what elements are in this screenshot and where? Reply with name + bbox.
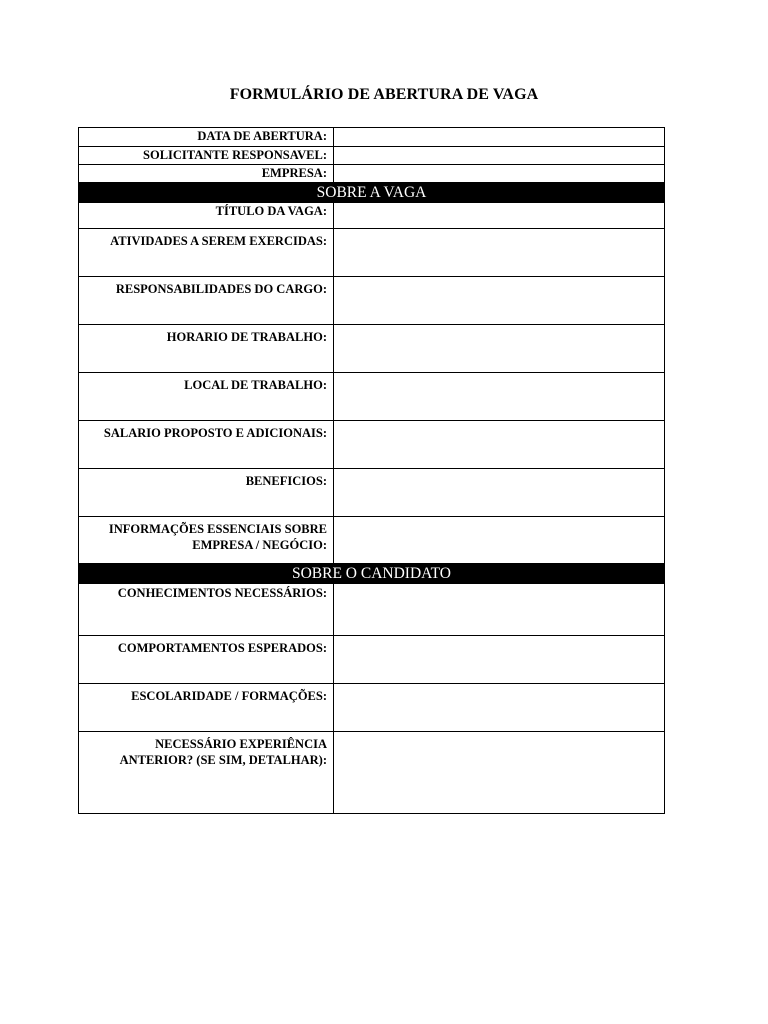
- field-label: ESCOLARIDADE / FORMAÇÕES:: [79, 684, 334, 731]
- form-row-empresa: [79, 164, 664, 182]
- field-label-line: EMPRESA / NEGÓCIO:: [192, 538, 327, 552]
- form-title: FORMULÁRIO DE ABERTURA DE VAGA: [229, 86, 539, 103]
- solicitante-field[interactable]: [334, 147, 664, 164]
- job-opening-form: [78, 127, 665, 814]
- form-row-atividades: [79, 228, 664, 276]
- form-row-local: [79, 372, 664, 420]
- field-label: [79, 517, 334, 563]
- field-label: EMPRESA:: [79, 165, 334, 182]
- form-row-informacoes-empresa: [79, 516, 664, 563]
- form-row-comportamentos: [79, 635, 664, 683]
- field-label: BENEFICIOS:: [79, 469, 334, 516]
- form-row-data-abertura: [79, 128, 664, 146]
- informacoes-empresa-field[interactable]: [334, 517, 664, 563]
- salario-field[interactable]: [334, 421, 664, 468]
- atividades-field[interactable]: [334, 229, 664, 276]
- field-label: LOCAL DE TRABALHO:: [79, 373, 334, 420]
- field-label-line: ANTERIOR? (SE SIM, DETALHAR):: [119, 753, 327, 767]
- form-row-titulo-vaga: [79, 203, 664, 228]
- field-label: RESPONSABILIDADES DO CARGO:: [79, 277, 334, 324]
- section-heading-vaga: SOBRE A VAGA: [79, 182, 664, 203]
- field-label: TÍTULO DA VAGA:: [79, 203, 334, 228]
- data-abertura-field[interactable]: [334, 128, 664, 146]
- field-label: ATIVIDADES A SEREM EXERCIDAS:: [79, 229, 334, 276]
- field-label: DATA DE ABERTURA:: [79, 128, 334, 146]
- form-row-conhecimentos: [79, 584, 664, 635]
- form-row-beneficios: [79, 468, 664, 516]
- section-heading-candidato: SOBRE O CANDIDATO: [79, 563, 664, 584]
- field-label: HORARIO DE TRABALHO:: [79, 325, 334, 372]
- titulo-vaga-field[interactable]: [334, 203, 664, 228]
- experiencia-field[interactable]: [334, 732, 664, 813]
- form-row-salario: [79, 420, 664, 468]
- form-row-escolaridade: [79, 683, 664, 731]
- field-label-line: NECESSÁRIO EXPERIÊNCIA: [155, 737, 327, 751]
- responsabilidades-field[interactable]: [334, 277, 664, 324]
- conhecimentos-field[interactable]: [334, 584, 664, 635]
- form-row-responsabilidades: [79, 276, 664, 324]
- escolaridade-field[interactable]: [334, 684, 664, 731]
- comportamentos-field[interactable]: [334, 636, 664, 683]
- local-field[interactable]: [334, 373, 664, 420]
- field-label: SOLICITANTE RESPONSAVEL:: [79, 147, 334, 164]
- horario-field[interactable]: [334, 325, 664, 372]
- beneficios-field[interactable]: [334, 469, 664, 516]
- field-label: COMPORTAMENTOS ESPERADOS:: [79, 636, 334, 683]
- form-row-experiencia: [79, 731, 664, 813]
- empresa-field[interactable]: [334, 165, 664, 182]
- field-label: [79, 732, 334, 813]
- form-row-horario: [79, 324, 664, 372]
- field-label: SALARIO PROPOSTO E ADICIONAIS:: [79, 421, 334, 468]
- field-label: CONHECIMENTOS NECESSÁRIOS:: [79, 584, 334, 635]
- field-label-line: INFORMAÇÕES ESSENCIAIS SOBRE: [108, 522, 327, 536]
- form-row-solicitante: [79, 146, 664, 164]
